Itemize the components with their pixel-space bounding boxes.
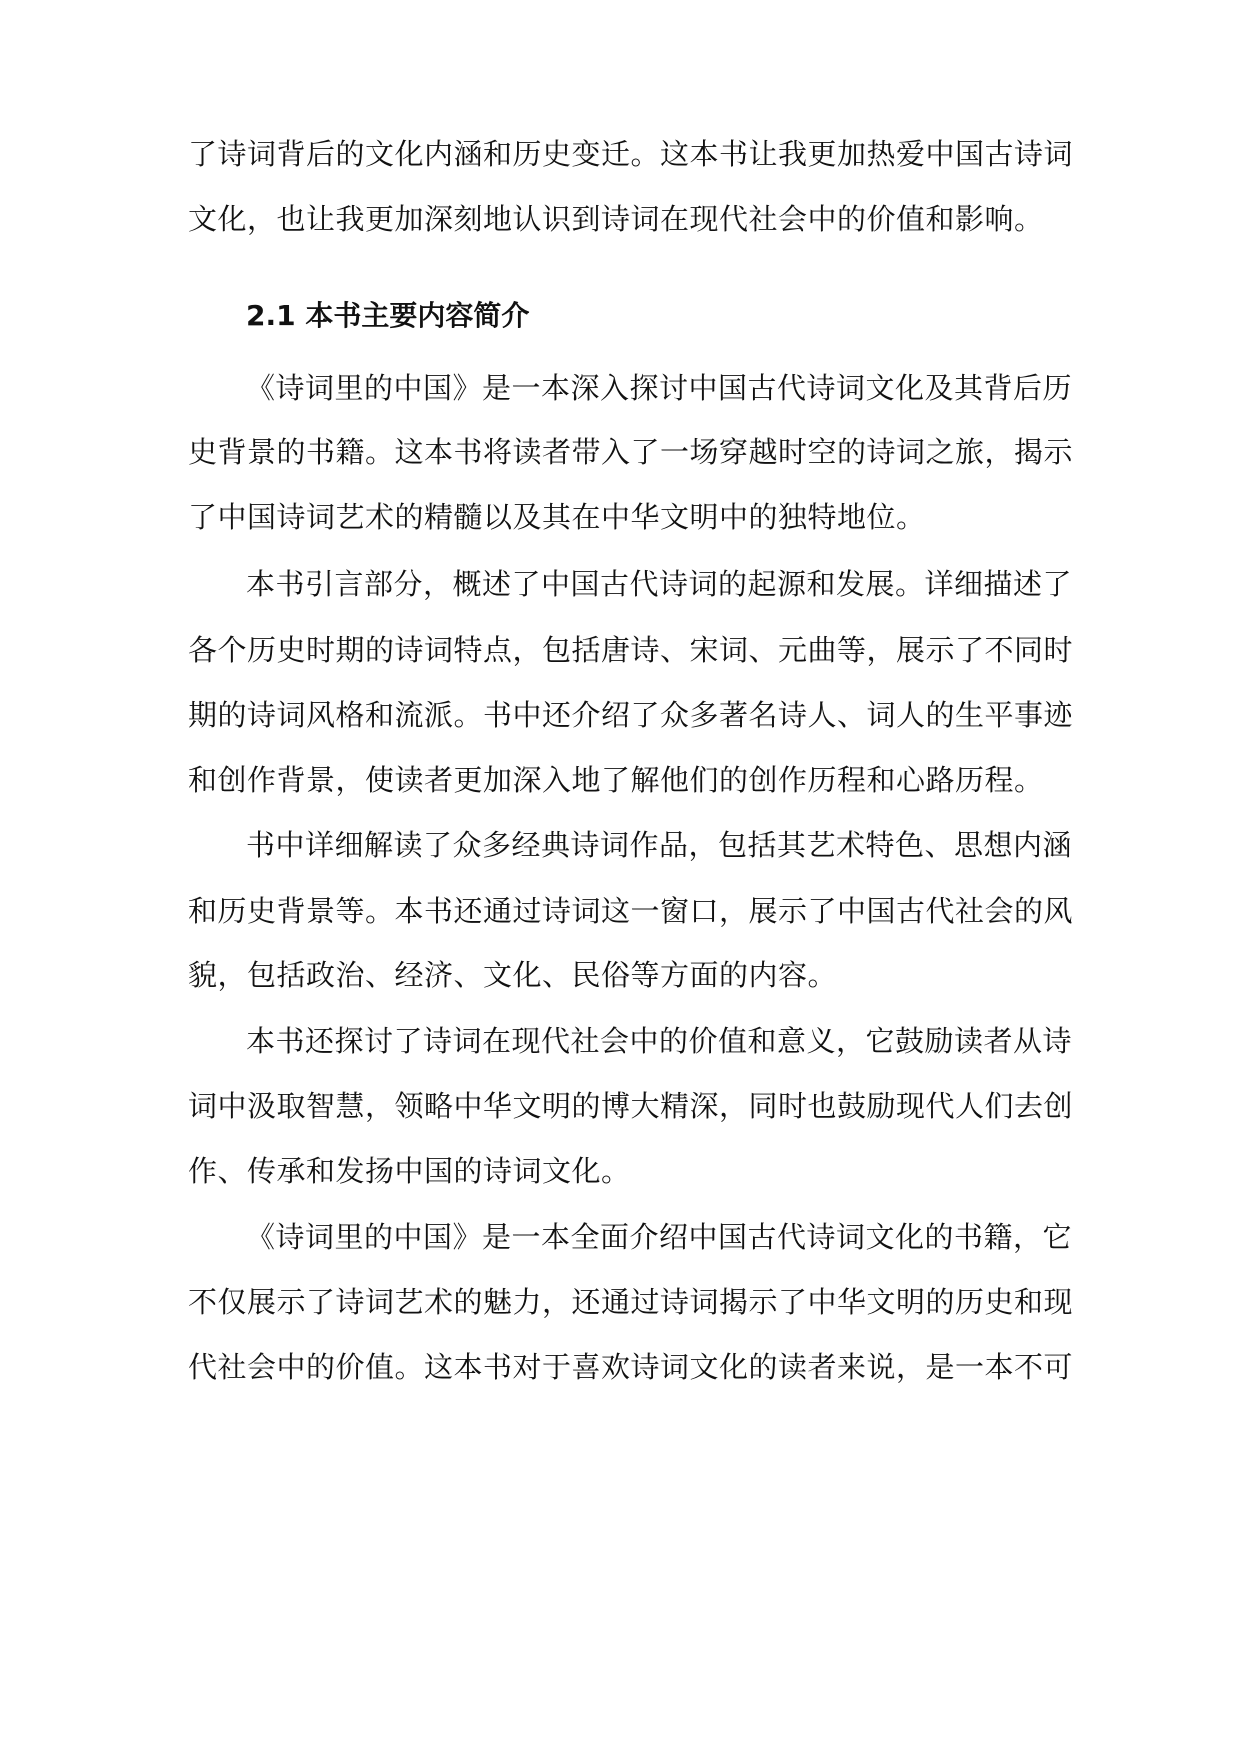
paragraph-3-line-1: 书中详细解读了众多经典诗词作品，包括其艺术特色、思想内涵 <box>246 828 1073 862</box>
paragraph-2-line-3: 期的诗词风格和流派。书中还介绍了众多著名诗人、词人的生平事迹 <box>188 698 1074 732</box>
paragraph-1-line-1: 《诗词里的中国》是一本深入探讨中国古代诗词文化及其背后历 <box>246 371 1073 405</box>
paragraph-2-line-1: 本书引言部分，概述了中国古代诗词的起源和发展。详细描述了 <box>246 567 1073 601</box>
paragraph-4-line-3: 作、传承和发扬中国的诗词文化。 <box>188 1154 631 1188</box>
continuation-line-2: 文化，也让我更加深刻地认识到诗词在现代社会中的价值和影响。 <box>188 202 1044 236</box>
paragraph-5-line-2: 不仅展示了诗词艺术的魅力，还通过诗词揭示了中华文明的历史和现 <box>188 1285 1074 1319</box>
paragraph-4-line-2: 词中汲取智慧，领略中华文明的博大精深，同时也鼓励现代人们去创 <box>188 1089 1074 1123</box>
paragraph-2-line-4: 和创作背景，使读者更加深入地了解他们的创作历程和心路历程。 <box>188 763 1044 797</box>
paragraph-4-line-1: 本书还探讨了诗词在现代社会中的价值和意义，它鼓励读者从诗 <box>246 1024 1073 1058</box>
paragraph-1-line-2: 史背景的书籍。这本书将读者带入了一场穿越时空的诗词之旅，揭示 <box>188 435 1074 469</box>
paragraph-1-line-3: 了中国诗词艺术的精髓以及其在中华文明中的独特地位。 <box>188 500 926 534</box>
section-heading: 2.1 本书主要内容简介 <box>246 299 530 332</box>
paragraph-2-line-2: 各个历史时期的诗词特点，包括唐诗、宋词、元曲等，展示了不同时 <box>188 633 1074 667</box>
paragraph-5-line-1: 《诗词里的中国》是一本全面介绍中国古代诗词文化的书籍，它 <box>246 1220 1073 1254</box>
paragraph-5-line-3: 代社会中的价值。这本书对于喜欢诗词文化的读者来说，是一本不可 <box>188 1350 1074 1384</box>
paragraph-3-line-3: 貌，包括政治、经济、文化、民俗等方面的内容。 <box>188 958 838 992</box>
continuation-line-1: 了诗词背后的文化内涵和历史变迁。这本书让我更加热爱中国古诗词 <box>188 137 1074 171</box>
paragraph-3-line-2: 和历史背景等。本书还通过诗词这一窗口，展示了中国古代社会的风 <box>188 894 1074 928</box>
